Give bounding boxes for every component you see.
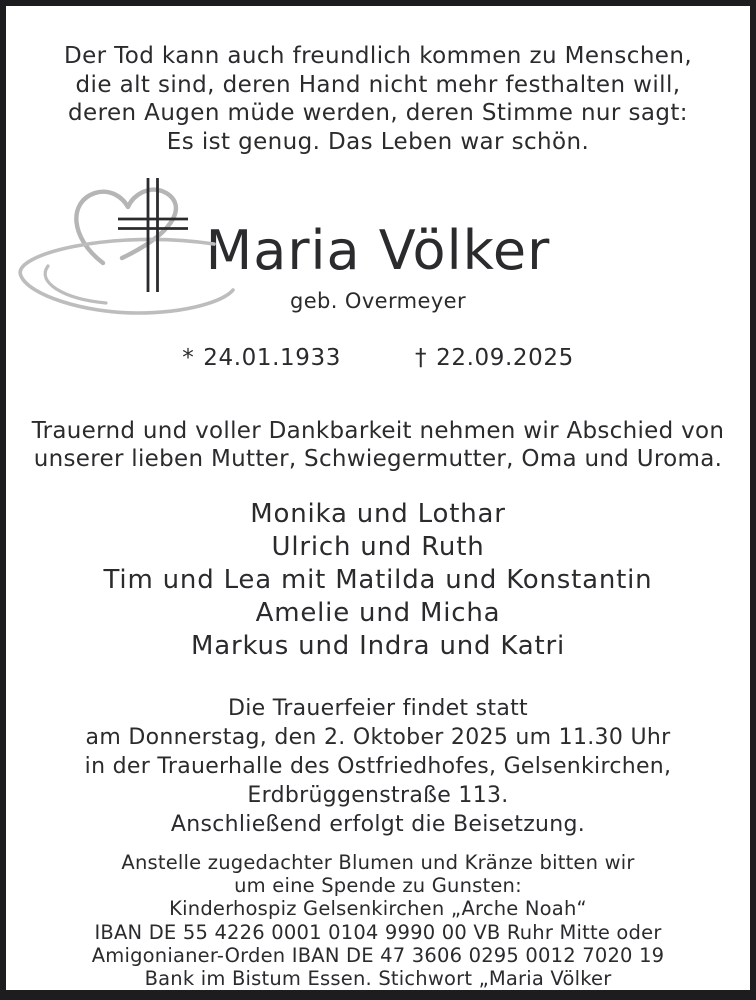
- donation-info: [6, 851, 750, 990]
- death-date: [415, 344, 574, 372]
- epigraph: [6, 42, 750, 156]
- birth-date-value: 24.01.1933: [203, 345, 341, 371]
- mourners-line: Amelie und Micha: [255, 598, 501, 628]
- donation-line: Bank im Bistum Essen. Stichwort „Maria Völker: [144, 967, 612, 991]
- header: [6, 164, 750, 320]
- ceremony-line: Erdbrüggenstraße 113.: [247, 783, 509, 808]
- birth-star-icon: *: [182, 345, 195, 371]
- maiden-name: geb. Overmeyer: [289, 289, 467, 313]
- death-date-value: 22.09.2025: [436, 345, 574, 371]
- life-dates: [6, 344, 750, 372]
- ceremony-line: in der Trauerhalle des Ostfriedhofes, Gelsenkirchen,: [84, 754, 672, 779]
- mourners-line: Tim und Lea mit Matilda und Konstantin: [103, 565, 653, 595]
- heart-icon: [76, 190, 176, 263]
- farewell-text: [6, 418, 750, 473]
- death-cross-icon: †: [415, 345, 428, 371]
- donation-line: Anstelle zugedachter Blumen und Kränze bitten wir: [121, 851, 635, 874]
- ceremony-line: Die Trauerfeier findet statt: [228, 696, 528, 721]
- ceremony-line: Anschließend erfolgt die Beisetzung.: [170, 812, 586, 837]
- deceased-name: Maria Völker: [205, 219, 551, 282]
- swoosh-outer-arc: [20, 239, 233, 313]
- epigraph-line: deren Augen müde werden, deren Stimme nur sagt:: [68, 100, 688, 126]
- ceremony-line: am Donnerstag, den 2. Oktober 2025 um 11.30 Uhr: [85, 725, 671, 750]
- donation-line: Amigonianer-Orden IBAN DE 47 3606 0295 0012 7020 19: [91, 943, 665, 967]
- heart-cross-swoosh-logo: [18, 172, 246, 322]
- ceremony-info: [6, 694, 750, 839]
- epigraph-line: Der Tod kann auch freundlich kommen zu Menschen,: [63, 43, 693, 69]
- farewell-line: Trauernd und voller Dankbarkeit nehmen wir Abschied von: [31, 418, 725, 444]
- donation-line: Kinderhospiz Gelsenkirchen „Arche Noah“: [169, 897, 587, 921]
- farewell-line: unserer lieben Mutter, Schwiegermutter, Oma und Uroma.: [33, 445, 723, 472]
- mourners-line: Ulrich und Ruth: [271, 532, 485, 562]
- mourners-list: [6, 498, 750, 663]
- donation-line: um eine Spende zu Gunsten:: [234, 874, 522, 898]
- donation-line: IBAN DE 55 4226 0001 0104 9990 00 VB Ruhr Mitte oder: [94, 920, 662, 944]
- mourners-line: Monika und Lothar: [250, 499, 506, 529]
- birth-date: [182, 344, 341, 372]
- epigraph-line: die alt sind, deren Hand nicht mehr festhalten will,: [75, 71, 681, 98]
- epigraph-line: Es ist genug. Das Leben war schön.: [166, 128, 590, 155]
- cross-icon: [118, 178, 188, 292]
- mourners-line: Markus und Indra und Katri: [190, 631, 566, 661]
